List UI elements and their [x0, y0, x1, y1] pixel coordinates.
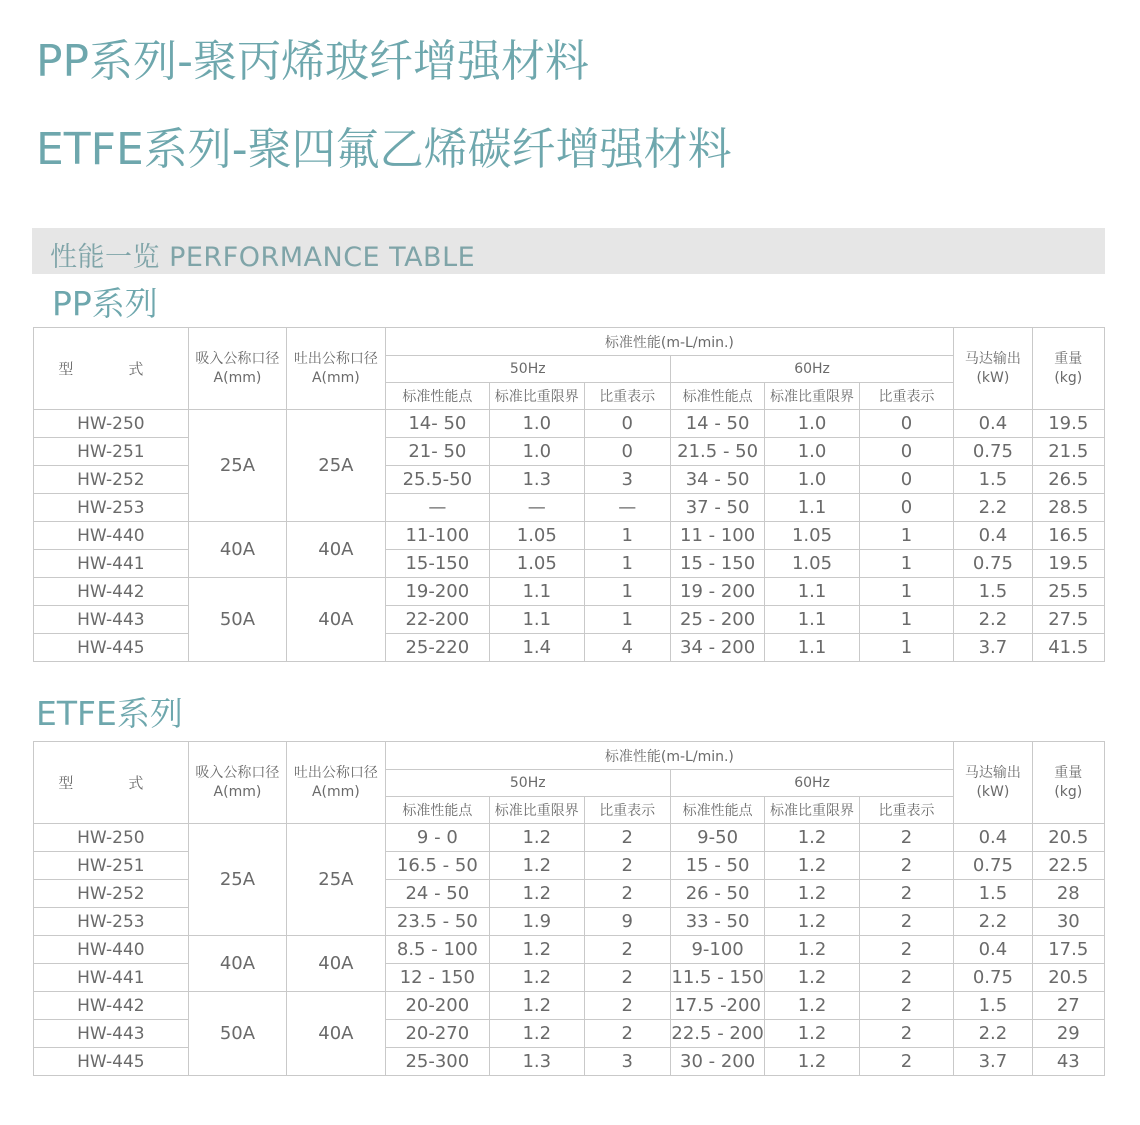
header-model: 型 式 [34, 742, 189, 824]
perf-point-50hz-cell: 20-200 [385, 992, 489, 1020]
perf-point-50hz-cell: 23.5 - 50 [385, 908, 489, 936]
perf-point-60hz-cell: 17.5 -200 [670, 992, 764, 1020]
gravity-limit-60hz-cell: 1.0 [765, 466, 859, 494]
gravity-display-60hz-cell: 2 [859, 1020, 953, 1048]
header-motor-output [954, 742, 1032, 824]
motor-output-cell: 3.7 [954, 634, 1032, 662]
gravity-display-60hz-cell: 2 [859, 852, 953, 880]
motor-output-cell: 0.75 [954, 550, 1032, 578]
table-row [34, 410, 1105, 438]
perf-point-50hz-cell: 24 - 50 [385, 880, 489, 908]
gravity-limit-50hz-cell: 1.2 [490, 824, 584, 852]
gravity-limit-60hz-cell: 1.2 [765, 1048, 859, 1076]
weight-cell: 22.5 [1032, 852, 1104, 880]
gravity-limit-60hz-cell: 1.2 [765, 992, 859, 1020]
header-60hz-gravity-limit: 标准比重限界 [765, 383, 859, 410]
perf-point-60hz-cell: 22.5 - 200 [670, 1020, 764, 1048]
suction-size-cell: 40A [188, 936, 286, 992]
header-50hz-gravity-limit: 标准比重限界 [490, 383, 584, 410]
discharge-size-cell: 25A [287, 410, 385, 522]
model-cell: HW-250 [34, 824, 189, 852]
header-50hz-standard-point: 标准性能点 [385, 383, 489, 410]
gravity-display-60hz-cell: 2 [859, 936, 953, 964]
discharge-size-cell: 40A [287, 522, 385, 578]
gravity-display-50hz-cell: 3 [584, 466, 670, 494]
header-row-1 [34, 742, 1105, 770]
header-suction-size-line2: A(mm) [213, 783, 262, 800]
header-discharge-size-line1: 吐出公称口径 [293, 764, 378, 781]
table-row [34, 992, 1105, 1020]
motor-output-cell: 2.2 [954, 1020, 1032, 1048]
perf-point-60hz-cell: 34 - 50 [670, 466, 764, 494]
weight-cell: 17.5 [1032, 936, 1104, 964]
gravity-display-50hz-cell: 9 [584, 908, 670, 936]
gravity-display-60hz-cell: 0 [859, 466, 953, 494]
header-50hz-gravity-display: 比重表示 [584, 797, 670, 824]
header-60hz: 60Hz [670, 770, 953, 797]
model-cell: HW-441 [34, 964, 189, 992]
motor-output-cell: 0.4 [954, 824, 1032, 852]
header-weight-line2: (kg) [1054, 369, 1083, 386]
motor-output-cell: 2.2 [954, 606, 1032, 634]
header-suction-size-line1: 吸入公称口径 [195, 764, 280, 781]
perf-point-50hz-cell: 19-200 [385, 578, 489, 606]
gravity-display-60hz-cell: 2 [859, 1048, 953, 1076]
gravity-display-60hz-cell: 2 [859, 824, 953, 852]
header-motor-output [954, 328, 1032, 410]
gravity-limit-60hz-cell: 1.2 [765, 1020, 859, 1048]
perf-point-50hz-cell: 15-150 [385, 550, 489, 578]
gravity-limit-60hz-cell: 1.05 [765, 522, 859, 550]
perf-point-50hz-cell: 21- 50 [385, 438, 489, 466]
perf-point-50hz-cell: 22-200 [385, 606, 489, 634]
gravity-display-60hz-cell: 1 [859, 522, 953, 550]
gravity-limit-60hz-cell: 1.1 [765, 606, 859, 634]
gravity-limit-50hz-cell: 1.05 [490, 550, 584, 578]
perf-point-60hz-cell: 14 - 50 [670, 410, 764, 438]
motor-output-cell: 0.4 [954, 522, 1032, 550]
gravity-display-50hz-cell: 2 [584, 824, 670, 852]
gravity-limit-50hz-cell: 1.2 [490, 992, 584, 1020]
gravity-display-50hz-cell: 4 [584, 634, 670, 662]
perf-point-60hz-cell: 26 - 50 [670, 880, 764, 908]
performance-table-band [32, 228, 1105, 274]
discharge-size-cell: 40A [287, 992, 385, 1076]
weight-cell: 21.5 [1032, 438, 1104, 466]
gravity-display-60hz-cell: 1 [859, 578, 953, 606]
gravity-display-50hz-cell: 0 [584, 410, 670, 438]
perf-point-50hz-cell: 14- 50 [385, 410, 489, 438]
perf-point-50hz-cell: 25-300 [385, 1048, 489, 1076]
header-standard-performance: 标准性能(m-L/min.) [385, 742, 954, 770]
gravity-display-50hz-cell: 2 [584, 992, 670, 1020]
gravity-limit-50hz-cell: 1.1 [490, 606, 584, 634]
discharge-size-cell: 25A [287, 824, 385, 936]
gravity-display-50hz-cell: 2 [584, 936, 670, 964]
table-row [34, 936, 1105, 964]
gravity-display-50hz-cell: 1 [584, 550, 670, 578]
perf-point-60hz-cell: 9-50 [670, 824, 764, 852]
model-cell: HW-251 [34, 852, 189, 880]
header-60hz-gravity-display: 比重表示 [859, 797, 953, 824]
header-discharge-size-line1: 吐出公称口径 [293, 350, 378, 367]
model-cell: HW-440 [34, 936, 189, 964]
gravity-display-50hz-cell: 2 [584, 880, 670, 908]
gravity-display-60hz-cell: 1 [859, 550, 953, 578]
gravity-limit-50hz-cell: 1.2 [490, 1020, 584, 1048]
header-discharge-size-line2: A(mm) [311, 369, 360, 386]
gravity-limit-50hz-cell: 1.1 [490, 578, 584, 606]
weight-cell: 19.5 [1032, 410, 1104, 438]
gravity-display-60hz-cell: 2 [859, 964, 953, 992]
weight-cell: 41.5 [1032, 634, 1104, 662]
model-cell: HW-445 [34, 634, 189, 662]
header-motor-output-line1: 马达输出 [964, 350, 1021, 367]
weight-cell: 43 [1032, 1048, 1104, 1076]
gravity-limit-50hz-cell: 1.3 [490, 1048, 584, 1076]
gravity-limit-60hz-cell: 1.2 [765, 824, 859, 852]
header-motor-output-line2: (kW) [976, 369, 1010, 386]
perf-point-60hz-cell: 30 - 200 [670, 1048, 764, 1076]
perf-point-50hz-cell: 9 - 0 [385, 824, 489, 852]
model-cell: HW-253 [34, 908, 189, 936]
header-model: 型 式 [34, 328, 189, 410]
gravity-limit-60hz-cell: 1.1 [765, 494, 859, 522]
header-60hz-standard-point: 标准性能点 [670, 383, 764, 410]
header-weight-line1: 重量 [1054, 350, 1083, 367]
pp-performance-table [33, 327, 1105, 662]
gravity-display-60hz-cell: 0 [859, 438, 953, 466]
model-cell: HW-443 [34, 606, 189, 634]
gravity-display-60hz-cell: 2 [859, 908, 953, 936]
gravity-limit-60hz-cell: 1.1 [765, 578, 859, 606]
etfe-performance-table [33, 741, 1105, 1076]
model-cell: HW-442 [34, 578, 189, 606]
perf-point-60hz-cell: 15 - 50 [670, 852, 764, 880]
gravity-limit-50hz-cell: 1.3 [490, 466, 584, 494]
gravity-limit-50hz-cell: 1.2 [490, 880, 584, 908]
weight-cell: 20.5 [1032, 824, 1104, 852]
model-cell: HW-441 [34, 550, 189, 578]
gravity-limit-50hz-cell: 1.0 [490, 410, 584, 438]
etfe-section-label: ETFE系列 [36, 694, 183, 733]
motor-output-cell: 0.75 [954, 964, 1032, 992]
weight-cell: 25.5 [1032, 578, 1104, 606]
gravity-display-60hz-cell: 2 [859, 992, 953, 1020]
gravity-limit-60hz-cell: 1.2 [765, 936, 859, 964]
header-weight-line1: 重量 [1054, 764, 1083, 781]
perf-point-60hz-cell: 11 - 100 [670, 522, 764, 550]
title-pp-series: PP系列-聚丙烯玻纤增强材料 [36, 36, 589, 87]
header-motor-output-line1: 马达输出 [964, 764, 1021, 781]
gravity-limit-50hz-cell: 1.2 [490, 852, 584, 880]
model-cell: HW-440 [34, 522, 189, 550]
weight-cell: 20.5 [1032, 964, 1104, 992]
gravity-limit-60hz-cell: 1.05 [765, 550, 859, 578]
gravity-display-50hz-cell: 2 [584, 852, 670, 880]
weight-cell: 29 [1032, 1020, 1104, 1048]
perf-point-50hz-cell: 11-100 [385, 522, 489, 550]
perf-point-60hz-cell: 9-100 [670, 936, 764, 964]
gravity-display-50hz-cell: 3 [584, 1048, 670, 1076]
header-row-1 [34, 328, 1105, 356]
perf-point-50hz-cell: 20-270 [385, 1020, 489, 1048]
table-row [34, 578, 1105, 606]
header-suction-size-line2: A(mm) [213, 369, 262, 386]
header-50hz-standard-point: 标准性能点 [385, 797, 489, 824]
motor-output-cell: 0.75 [954, 438, 1032, 466]
gravity-limit-60hz-cell: 1.0 [765, 438, 859, 466]
gravity-limit-50hz-cell: 1.2 [490, 936, 584, 964]
perf-point-60hz-cell: 25 - 200 [670, 606, 764, 634]
motor-output-cell: 1.5 [954, 880, 1032, 908]
motor-output-cell: 1.5 [954, 992, 1032, 1020]
perf-point-60hz-cell: 21.5 - 50 [670, 438, 764, 466]
weight-cell: 28.5 [1032, 494, 1104, 522]
gravity-display-50hz-cell: 1 [584, 578, 670, 606]
gravity-display-50hz-cell: 1 [584, 522, 670, 550]
perf-point-60hz-cell: 15 - 150 [670, 550, 764, 578]
gravity-display-60hz-cell: 0 [859, 410, 953, 438]
model-cell: HW-442 [34, 992, 189, 1020]
gravity-display-50hz-cell: 2 [584, 1020, 670, 1048]
header-suction-size [188, 742, 286, 824]
model-cell: HW-250 [34, 410, 189, 438]
perf-point-50hz-cell: 16.5 - 50 [385, 852, 489, 880]
perf-point-50hz-cell: 8.5 - 100 [385, 936, 489, 964]
model-cell: HW-252 [34, 466, 189, 494]
perf-point-60hz-cell: 11.5 - 150 [670, 964, 764, 992]
header-50hz: 50Hz [385, 770, 670, 797]
motor-output-cell: 2.2 [954, 908, 1032, 936]
weight-cell: 19.5 [1032, 550, 1104, 578]
gravity-limit-50hz-cell: 1.05 [490, 522, 584, 550]
perf-point-60hz-cell: 33 - 50 [670, 908, 764, 936]
header-discharge-size [287, 742, 385, 824]
motor-output-cell: 0.75 [954, 852, 1032, 880]
weight-cell: 27.5 [1032, 606, 1104, 634]
header-standard-performance: 标准性能(m-L/min.) [385, 328, 954, 356]
gravity-display-60hz-cell: 0 [859, 494, 953, 522]
gravity-limit-50hz-cell: 1.2 [490, 964, 584, 992]
motor-output-cell: 1.5 [954, 466, 1032, 494]
pp-section-label: PP系列 [52, 284, 158, 323]
title-etfe-series: ETFE系列-聚四氟乙烯碳纤增强材料 [36, 124, 732, 175]
suction-size-cell: 50A [188, 578, 286, 662]
gravity-display-60hz-cell: 1 [859, 634, 953, 662]
weight-cell: 16.5 [1032, 522, 1104, 550]
header-discharge-size-line2: A(mm) [311, 783, 360, 800]
header-60hz-gravity-limit: 标准比重限界 [765, 797, 859, 824]
suction-size-cell: 25A [188, 824, 286, 936]
gravity-limit-50hz-cell: — [490, 494, 584, 522]
header-50hz-gravity-display: 比重表示 [584, 383, 670, 410]
perf-point-50hz-cell: 12 - 150 [385, 964, 489, 992]
motor-output-cell: 1.5 [954, 578, 1032, 606]
gravity-limit-60hz-cell: 1.0 [765, 410, 859, 438]
motor-output-cell: 0.4 [954, 936, 1032, 964]
gravity-limit-60hz-cell: 1.2 [765, 908, 859, 936]
weight-cell: 26.5 [1032, 466, 1104, 494]
gravity-display-50hz-cell: 0 [584, 438, 670, 466]
model-cell: HW-252 [34, 880, 189, 908]
gravity-limit-60hz-cell: 1.2 [765, 852, 859, 880]
gravity-display-60hz-cell: 1 [859, 606, 953, 634]
weight-cell: 27 [1032, 992, 1104, 1020]
header-50hz-gravity-limit: 标准比重限界 [490, 797, 584, 824]
header-motor-output-line2: (kW) [976, 783, 1010, 800]
header-weight-line2: (kg) [1054, 783, 1083, 800]
motor-output-cell: 0.4 [954, 410, 1032, 438]
gravity-display-50hz-cell: 1 [584, 606, 670, 634]
table-row [34, 824, 1105, 852]
motor-output-cell: 2.2 [954, 494, 1032, 522]
suction-size-cell: 25A [188, 410, 286, 522]
weight-cell: 30 [1032, 908, 1104, 936]
discharge-size-cell: 40A [287, 936, 385, 992]
perf-point-50hz-cell: 25.5-50 [385, 466, 489, 494]
table-row [34, 522, 1105, 550]
perf-point-60hz-cell: 37 - 50 [670, 494, 764, 522]
gravity-display-60hz-cell: 2 [859, 880, 953, 908]
perf-point-60hz-cell: 34 - 200 [670, 634, 764, 662]
perf-point-60hz-cell: 19 - 200 [670, 578, 764, 606]
gravity-display-50hz-cell: — [584, 494, 670, 522]
gravity-limit-50hz-cell: 1.0 [490, 438, 584, 466]
model-cell: HW-253 [34, 494, 189, 522]
header-weight [1032, 742, 1104, 824]
model-cell: HW-445 [34, 1048, 189, 1076]
header-60hz-gravity-display: 比重表示 [859, 383, 953, 410]
header-weight [1032, 328, 1104, 410]
discharge-size-cell: 40A [287, 578, 385, 662]
motor-output-cell: 3.7 [954, 1048, 1032, 1076]
perf-point-50hz-cell: — [385, 494, 489, 522]
perf-point-50hz-cell: 25-220 [385, 634, 489, 662]
header-suction-size [188, 328, 286, 410]
model-cell: HW-251 [34, 438, 189, 466]
header-suction-size-line1: 吸入公称口径 [195, 350, 280, 367]
gravity-limit-60hz-cell: 1.2 [765, 880, 859, 908]
performance-table-heading: 性能一览 PERFORMANCE TABLE [50, 242, 476, 273]
suction-size-cell: 50A [188, 992, 286, 1076]
model-cell: HW-443 [34, 1020, 189, 1048]
gravity-limit-60hz-cell: 1.1 [765, 634, 859, 662]
gravity-limit-50hz-cell: 1.4 [490, 634, 584, 662]
weight-cell: 28 [1032, 880, 1104, 908]
header-50hz: 50Hz [385, 356, 670, 383]
header-60hz-standard-point: 标准性能点 [670, 797, 764, 824]
suction-size-cell: 40A [188, 522, 286, 578]
header-discharge-size [287, 328, 385, 410]
header-60hz: 60Hz [670, 356, 953, 383]
gravity-limit-60hz-cell: 1.2 [765, 964, 859, 992]
gravity-limit-50hz-cell: 1.9 [490, 908, 584, 936]
gravity-display-50hz-cell: 2 [584, 964, 670, 992]
